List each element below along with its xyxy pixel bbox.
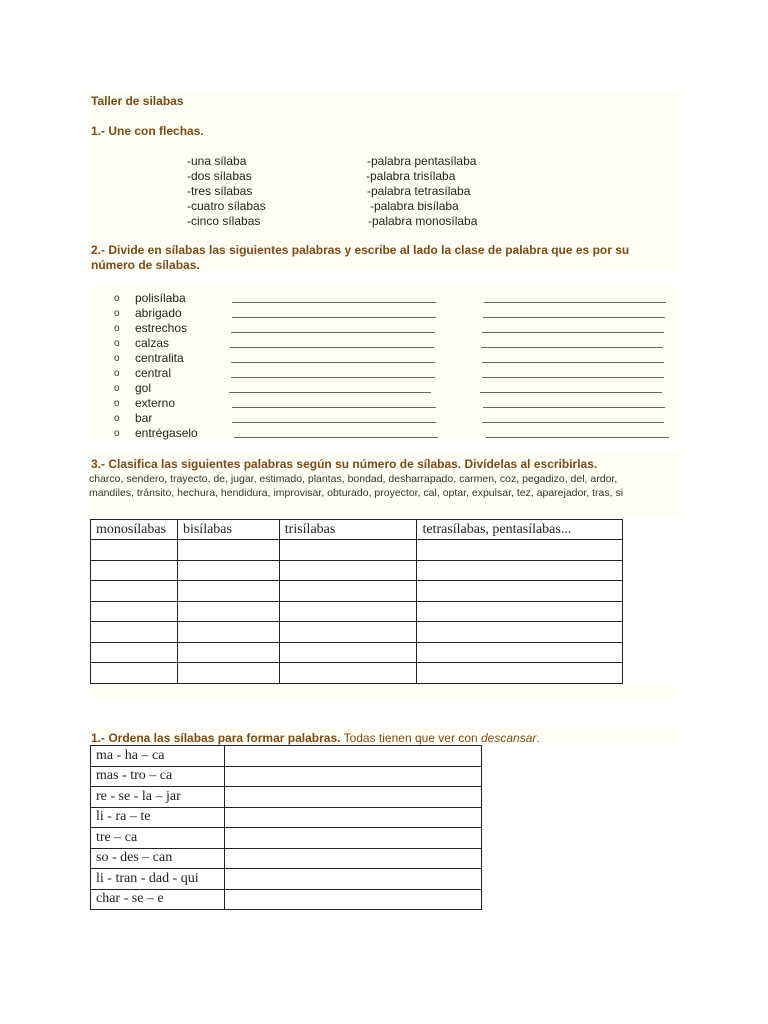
ex3-words-line1: charco, sendero, trayecto, de, jugar, estimado, plantas, bondad, desharrapado, carmen, coz, pegadizo, del, ardor,	[89, 473, 618, 485]
syllables-cell: li - ra – te	[91, 807, 225, 828]
page-title: Taller de silabas	[91, 94, 184, 108]
table-row	[91, 889, 482, 910]
ex2-word-1: abrigado	[135, 306, 182, 320]
syllables-cell: li - tran - dad - qui	[91, 869, 225, 890]
ex2-word-8: bar	[135, 411, 153, 425]
ex2-word-3: calzas	[135, 336, 170, 350]
table-cell[interactable]	[417, 560, 623, 581]
ex3-heading: 3.- Clasifica las siguientes palabras según su número de sílabas. Divídelas al escribirlas.	[91, 457, 598, 471]
table-row	[91, 766, 482, 787]
table-cell[interactable]	[279, 622, 417, 643]
answer-cell[interactable]	[224, 889, 481, 910]
ex4-heading-normal: Todas tienen que ver con	[340, 731, 481, 745]
syllables-cell: re - se - la – jar	[91, 787, 225, 808]
ex4-heading-bold: 1.- Ordena las sílabas para formar palabras.	[91, 731, 341, 745]
col-header-trisilabas: trisílabas	[279, 520, 417, 540]
table-row	[91, 848, 482, 869]
table-row	[91, 601, 623, 622]
table-cell[interactable]	[417, 601, 623, 622]
table-cell[interactable]	[91, 581, 178, 602]
ex1-left-1: -dos sílabas	[187, 169, 252, 183]
table-cell[interactable]	[279, 560, 417, 581]
ex4-heading	[91, 731, 540, 745]
table-cell[interactable]	[91, 601, 178, 622]
table-row	[91, 663, 623, 684]
list-bullet: o	[114, 368, 120, 379]
table-cell[interactable]	[177, 540, 279, 561]
table-cell[interactable]	[177, 642, 279, 663]
table-row	[91, 807, 482, 828]
list-bullet: o	[114, 353, 120, 364]
table-cell[interactable]	[417, 540, 623, 561]
syllables-cell: ma - ha – ca	[91, 746, 225, 767]
list-bullet: o	[114, 428, 120, 439]
answer-line-syllables[interactable]	[232, 407, 436, 408]
ex1-heading: 1.- Une con flechas.	[91, 124, 204, 138]
list-bullet: o	[114, 413, 120, 424]
list-bullet: o	[114, 293, 120, 304]
table-cell[interactable]	[279, 540, 417, 561]
answer-cell[interactable]	[224, 848, 481, 869]
answer-line-syllables[interactable]	[229, 392, 431, 393]
table-cell[interactable]	[91, 560, 178, 581]
answer-cell[interactable]	[224, 828, 481, 849]
col-header-monosilabas: monosílabas	[91, 520, 178, 540]
list-bullet: o	[114, 398, 120, 409]
answer-line-type[interactable]	[486, 437, 669, 438]
table-cell[interactable]	[91, 663, 178, 684]
answer-line-type[interactable]	[482, 362, 664, 363]
ex1-right-3: -palabra bisílaba	[370, 199, 459, 213]
ex1-left-4: -cinco sílabas	[187, 214, 261, 228]
table-cell[interactable]	[91, 540, 178, 561]
table-row	[91, 746, 482, 767]
col-header-tetrasilabas: tetrasílabas, pentasílabas...	[417, 520, 623, 540]
ex2-heading-line1: 2.- Divide en sílabas las siguientes palabras y escribe al lado la clase de palabra que es por su	[91, 243, 630, 257]
table-row	[91, 560, 623, 581]
answer-line-syllables[interactable]	[234, 437, 438, 438]
answer-cell[interactable]	[224, 787, 481, 808]
answer-line-syllables[interactable]	[231, 362, 435, 363]
ex2-word-4: centralita	[135, 351, 184, 365]
table-cell[interactable]	[279, 601, 417, 622]
ex1-left-3: -cuatro sílabas	[187, 199, 266, 213]
syllables-cell: char - se – e	[91, 889, 225, 910]
ex2-word-9: entrégaselo	[135, 426, 198, 440]
answer-line-type[interactable]	[484, 302, 666, 303]
ex2-word-2: estrechos	[135, 321, 188, 335]
table-cell[interactable]	[177, 601, 279, 622]
table-cell[interactable]	[417, 663, 623, 684]
answer-cell[interactable]	[224, 807, 481, 828]
ex2-heading-line2: número de sílabas.	[91, 258, 200, 272]
list-bullet: o	[114, 383, 120, 394]
table-cell[interactable]	[417, 642, 623, 663]
syllable-order-table	[90, 745, 482, 910]
syllables-cell: mas - tro – ca	[91, 766, 225, 787]
ex1-right-0: -palabra pentasílaba	[367, 154, 477, 168]
list-bullet: o	[114, 323, 120, 334]
answer-line-syllables[interactable]	[231, 377, 435, 378]
table-cell[interactable]	[91, 622, 178, 643]
answer-line-syllables[interactable]	[232, 317, 436, 318]
answer-line-type[interactable]	[482, 377, 664, 378]
ex1-right-1: -palabra trisílaba	[366, 169, 456, 183]
table-cell[interactable]	[177, 622, 279, 643]
shade-table-bottom	[88, 686, 680, 698]
table-row	[91, 642, 623, 663]
answer-line-type[interactable]	[480, 392, 662, 393]
ex1-right-2: -palabra tetrasílaba	[367, 184, 471, 198]
answer-line-syllables[interactable]	[232, 302, 436, 303]
table-cell[interactable]	[417, 581, 623, 602]
answer-line-syllables[interactable]	[232, 422, 436, 423]
ex1-left-2: -tres sílabas	[187, 184, 253, 198]
answer-line-type[interactable]	[483, 407, 665, 408]
answer-line-type[interactable]	[483, 317, 665, 318]
table-cell[interactable]	[279, 642, 417, 663]
table-cell[interactable]	[91, 642, 178, 663]
table-cell[interactable]	[417, 622, 623, 643]
table-row	[91, 869, 482, 890]
list-bullet: o	[114, 308, 120, 319]
ex3-words-line2: mandiles, tránsito, hechura, hendidura, improvisar, obturado, proyector, cal, optar, expulsar, tez, aparejador, tras, si	[89, 487, 624, 499]
ex1-left-0: -una sílaba	[187, 154, 247, 168]
answer-cell[interactable]	[224, 766, 481, 787]
answer-line-type[interactable]	[482, 332, 664, 333]
table-cell[interactable]	[177, 560, 279, 581]
table-cell[interactable]	[177, 581, 279, 602]
table-row	[91, 828, 482, 849]
ex2-word-0: polisílaba	[135, 291, 186, 305]
table-cell[interactable]	[177, 663, 279, 684]
syllables-cell: tre – ca	[91, 828, 225, 849]
answer-cell[interactable]	[224, 746, 481, 767]
table-row	[91, 787, 482, 808]
table-row	[91, 540, 623, 561]
classification-table	[90, 519, 623, 684]
answer-line-syllables[interactable]	[231, 332, 435, 333]
ex2-word-7: externo	[135, 396, 176, 410]
answer-line-type[interactable]	[482, 422, 664, 423]
table-row	[91, 622, 623, 643]
ex4-heading-italic: descansar	[481, 731, 537, 745]
answer-cell[interactable]	[224, 869, 481, 890]
syllables-cell: so - des – can	[91, 848, 225, 869]
col-header-bisilabas: bisílabas	[177, 520, 279, 540]
ex4-heading-end: .	[536, 731, 540, 745]
answer-line-type[interactable]	[481, 347, 663, 348]
table-cell[interactable]	[279, 581, 417, 602]
ex1-right-4: -palabra monosílaba	[368, 214, 478, 228]
answer-line-syllables[interactable]	[230, 347, 434, 348]
table-row	[91, 581, 623, 602]
ex2-word-6: gol	[135, 381, 152, 395]
table-header-row	[91, 520, 623, 540]
list-bullet: o	[114, 338, 120, 349]
ex2-word-5: central	[135, 366, 172, 380]
table-cell[interactable]	[279, 663, 417, 684]
